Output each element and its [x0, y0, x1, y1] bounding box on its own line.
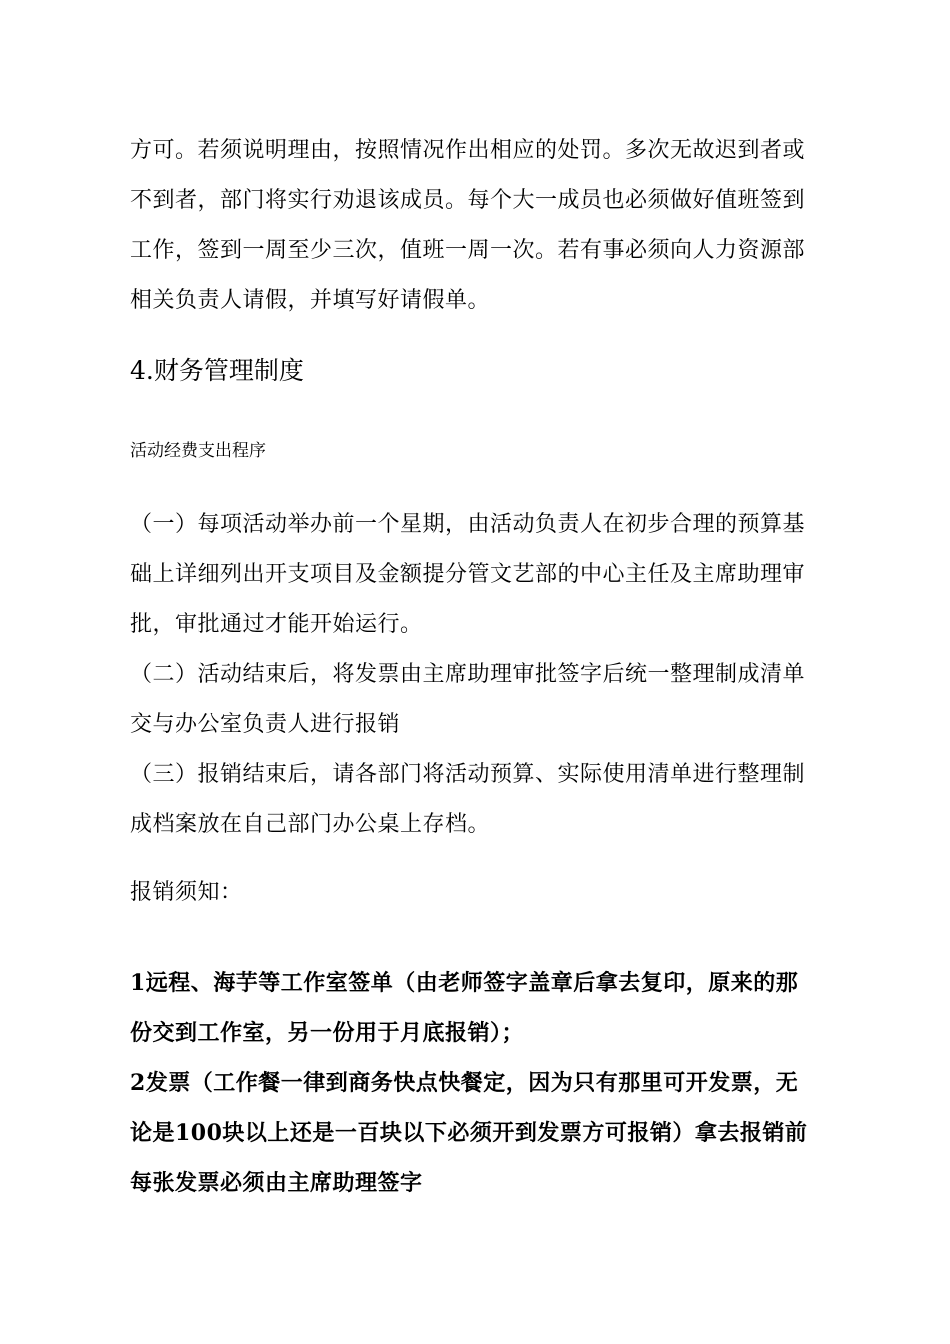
notice-item-1-line: 份交到工作室，另一份用于月底报销）； [130, 1020, 525, 1046]
procedure-item-2-line: （二）活动结束后，将发票由主席助理审批签字后统一整理制成清单 [130, 662, 806, 687]
section-heading: 4.财务管理制度 [130, 356, 304, 385]
procedure-item-1-line: （一）每项活动举办前一个星期，由活动负责人在初步合理的预算基 [130, 512, 806, 537]
notice-item-2-line: 2发票（工作餐一律到商务快点快餐定，因为只有那里可开发票，无 [130, 1070, 799, 1096]
procedure-item-1-line: 础上详细列出开支项目及金额提分管文艺部的中心主任及主席助理审 [130, 562, 806, 587]
paragraph-line: 工作，签到一周至少三次，值班一周一次。若有事必须向人力资源部 [130, 238, 806, 263]
subheading: 活动经费支出程序 [130, 441, 266, 461]
procedure-item-2-line: 交与办公室负责人进行报销 [130, 712, 401, 737]
procedure-item-3-line: （三）报销结束后，请各部门将活动预算、实际使用清单进行整理制 [130, 762, 806, 787]
procedure-item-1-line: 批，审批通过才能开始运行。 [130, 612, 423, 637]
notice-label: 报销须知： [130, 880, 243, 905]
paragraph-line: 方可。若须说明理由，按照情况作出相应的处罚。多次无故迟到者或 [130, 138, 806, 163]
procedure-item-3-line: 成档案放在自己部门办公桌上存档。 [130, 812, 491, 837]
notice-item-2-line: 每张发票必须由主席助理签字 [130, 1170, 423, 1196]
paragraph-line: 不到者，部门将实行劝退该成员。每个大一成员也必须做好值班签到 [130, 188, 806, 213]
notice-item-2-line: 论是100块以上还是一百块以下必须开到发票方可报销）拿去报销前 [130, 1120, 808, 1146]
notice-item-1-line: 1远程、海芋等工作室签单（由老师签字盖章后拿去复印，原来的那 [130, 970, 799, 996]
paragraph-line: 相关负责人请假，并填写好请假单。 [130, 288, 491, 313]
